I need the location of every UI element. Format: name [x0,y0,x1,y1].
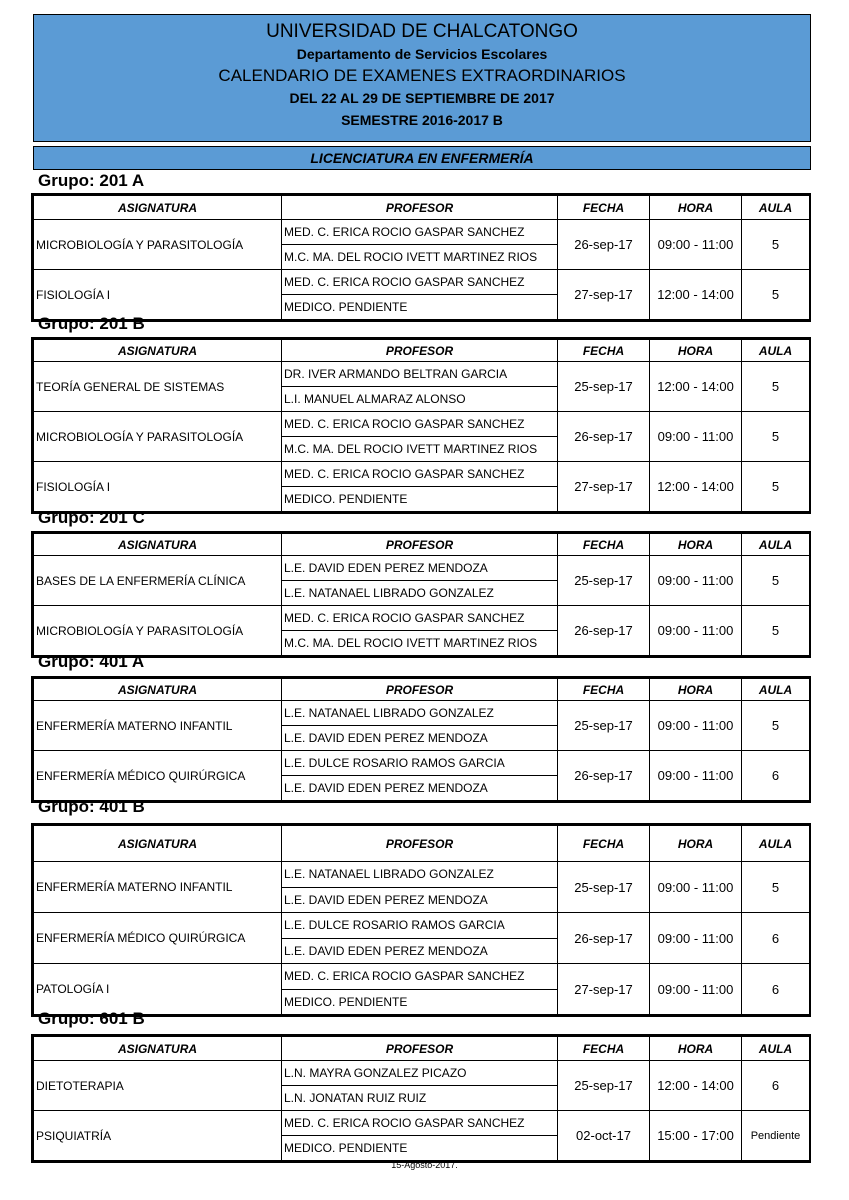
table-row [34,606,810,631]
exam-table [31,823,811,1017]
column-header: HORA [650,1037,742,1061]
table-row [34,556,810,581]
time-cell: 09:00 - 11:00 [650,862,742,913]
date-cell: 02-oct-17 [558,1111,650,1161]
professor-cell: MED. C. ERICA ROCIO GASPAR SANCHEZ [282,270,558,295]
room-cell: 5 [742,701,810,751]
column-header: HORA [650,196,742,220]
column-header: FECHA [558,196,650,220]
professor-cell: L.E. DAVID EDEN PEREZ MENDOZA [282,556,558,581]
subject-cell: PSIQUIATRÍA [34,1111,282,1161]
subject-cell: ENFERMERÍA MÉDICO QUIRÚRGICA [34,913,282,964]
room-cell: 5 [742,220,810,270]
column-header: FECHA [558,340,650,362]
group-title: Grupo: 201 A [38,171,145,190]
room-cell: Pendiente [742,1111,810,1161]
time-cell: 09:00 - 11:00 [650,751,742,801]
time-cell: 12:00 - 14:00 [650,270,742,320]
professor-cell: MED. C. ERICA ROCIO GASPAR SANCHEZ [282,220,558,245]
professor-cell: L.E. NATANAEL LIBRADO GONZALEZ [282,581,558,606]
room-cell: 6 [742,751,810,801]
column-header: PROFESOR [282,196,558,220]
professor-cell: L.N. JONATAN RUIZ RUIZ [282,1086,558,1111]
time-cell: 09:00 - 11:00 [650,964,742,1015]
subject-cell: MICROBIOLOGÍA Y PARASITOLOGÍA [34,606,282,656]
room-cell: 5 [742,412,810,462]
table-row [34,1111,810,1136]
professor-cell: M.C. MA. DEL ROCIO IVETT MARTINEZ RIOS [282,437,558,462]
date-cell: 27-sep-17 [558,964,650,1015]
group-title: Grupo: 401 B [38,797,145,816]
time-cell: 12:00 - 14:00 [650,462,742,512]
professor-cell: MEDICO. PENDIENTE [282,487,558,512]
room-cell: 5 [742,462,810,512]
room-cell: 5 [742,270,810,320]
table-row [34,751,810,776]
column-header: AULA [742,196,810,220]
group-title: Grupo: 201 B [38,314,145,333]
column-header: AULA [742,340,810,362]
exam-table [31,337,811,514]
date-cell: 25-sep-17 [558,1061,650,1111]
room-cell: 5 [742,362,810,412]
table-row [34,701,810,726]
professor-cell: MEDICO. PENDIENTE [282,1136,558,1161]
table-header-row [34,534,810,556]
column-header: PROFESOR [282,679,558,701]
professor-cell: M.C. MA. DEL ROCIO IVETT MARTINEZ RIOS [282,631,558,656]
document-date: 15-Agosto-2017. [391,1160,458,1170]
date-cell: 26-sep-17 [558,913,650,964]
room-cell: 5 [742,862,810,913]
professor-cell: MEDICO. PENDIENTE [282,989,558,1015]
room-cell: 5 [742,556,810,606]
column-header: FECHA [558,1037,650,1061]
program-title: LICENCIATURA EN ENFERMERÍA [33,146,811,170]
date-cell: 25-sep-17 [558,862,650,913]
subject-cell: MICROBIOLOGÍA Y PARASITOLOGÍA [34,412,282,462]
table-row [34,913,810,939]
time-cell: 09:00 - 11:00 [650,220,742,270]
subject-cell: FISIOLOGÍA I [34,462,282,512]
date-cell: 27-sep-17 [558,462,650,512]
table-row [34,1061,810,1086]
table-header-row [34,1037,810,1061]
exam-table [31,193,811,322]
column-header: AULA [742,826,810,862]
group-title: Grupo: 401 A [38,652,145,671]
date-cell: 26-sep-17 [558,751,650,801]
subject-cell: ENFERMERÍA MATERNO INFANTIL [34,701,282,751]
column-header: ASIGNATURA [34,679,282,701]
professor-cell: MED. C. ERICA ROCIO GASPAR SANCHEZ [282,606,558,631]
professor-cell: MED. C. ERICA ROCIO GASPAR SANCHEZ [282,412,558,437]
column-header: ASIGNATURA [34,1037,282,1061]
professor-cell: L.E. DULCE ROSARIO RAMOS GARCIA [282,751,558,776]
room-cell: 5 [742,606,810,656]
column-header: HORA [650,534,742,556]
subject-cell: ENFERMERÍA MATERNO INFANTIL [34,862,282,913]
column-header: ASIGNATURA [34,534,282,556]
professor-cell: M.C. MA. DEL ROCIO IVETT MARTINEZ RIOS [282,245,558,270]
time-cell: 09:00 - 11:00 [650,913,742,964]
university-title: UNIVERSIDAD DE CHALCATONGO [266,21,578,42]
table-row [34,412,810,437]
professor-cell: MEDICO. PENDIENTE [282,295,558,320]
table-row [34,964,810,990]
column-header: HORA [650,826,742,862]
professor-cell: L.E. NATANAEL LIBRADO GONZALEZ [282,862,558,888]
date-cell: 26-sep-17 [558,412,650,462]
exam-table [31,676,811,803]
time-cell: 12:00 - 14:00 [650,362,742,412]
table-header-row [34,196,810,220]
column-header: PROFESOR [282,340,558,362]
date-cell: 25-sep-17 [558,556,650,606]
time-cell: 09:00 - 11:00 [650,701,742,751]
date-cell: 25-sep-17 [558,362,650,412]
room-cell: 6 [742,1061,810,1111]
calendar-title: CALENDARIO DE EXAMENES EXTRAORDINARIOS [218,66,626,85]
subject-cell: BASES DE LA ENFERMERÍA CLÍNICA [34,556,282,606]
column-header: FECHA [558,826,650,862]
exam-dates: DEL 22 AL 29 DE SEPTIEMBRE DE 2017 [289,90,555,106]
exam-table [31,531,811,658]
column-header: PROFESOR [282,534,558,556]
column-header: AULA [742,1037,810,1061]
table-header-row [34,340,810,362]
professor-cell: L.N. MAYRA GONZALEZ PICAZO [282,1061,558,1086]
table-row [34,220,810,245]
table-header-row [34,679,810,701]
time-cell: 09:00 - 11:00 [650,412,742,462]
column-header: HORA [650,679,742,701]
professor-cell: MED. C. ERICA ROCIO GASPAR SANCHEZ [282,1111,558,1136]
subject-cell: DIETOTERAPIA [34,1061,282,1111]
date-cell: 26-sep-17 [558,606,650,656]
column-header: ASIGNATURA [34,196,282,220]
room-cell: 6 [742,964,810,1015]
table-row [34,362,810,387]
professor-cell: L.I. MANUEL ALMARAZ ALONSO [282,387,558,412]
subject-cell: FISIOLOGÍA I [34,270,282,320]
time-cell: 15:00 - 17:00 [650,1111,742,1161]
professor-cell: DR. IVER ARMANDO BELTRAN GARCIA [282,362,558,387]
date-cell: 25-sep-17 [558,701,650,751]
table-row [34,862,810,888]
column-header: AULA [742,534,810,556]
professor-cell: L.E. DULCE ROSARIO RAMOS GARCIA [282,913,558,939]
group-title: Grupo: 201 C [38,508,145,527]
semester-label: SEMESTRE 2016-2017 B [341,112,503,128]
professor-cell: L.E. DAVID EDEN PEREZ MENDOZA [282,887,558,913]
group-title: Grupo: 601 B [38,1009,145,1028]
room-cell: 6 [742,913,810,964]
professor-cell: MED. C. ERICA ROCIO GASPAR SANCHEZ [282,462,558,487]
date-cell: 27-sep-17 [558,270,650,320]
table-header-row [34,826,810,862]
professor-cell: L.E. DAVID EDEN PEREZ MENDOZA [282,776,558,801]
subject-cell: ENFERMERÍA MÉDICO QUIRÚRGICA [34,751,282,801]
column-header: ASIGNATURA [34,340,282,362]
document-header [33,14,811,142]
professor-cell: MED. C. ERICA ROCIO GASPAR SANCHEZ [282,964,558,990]
time-cell: 12:00 - 14:00 [650,1061,742,1111]
column-header: HORA [650,340,742,362]
table-row [34,270,810,295]
column-header: PROFESOR [282,1037,558,1061]
column-header: PROFESOR [282,826,558,862]
subject-cell: TEORÍA GENERAL DE SISTEMAS [34,362,282,412]
column-header: AULA [742,679,810,701]
column-header: FECHA [558,679,650,701]
date-cell: 26-sep-17 [558,220,650,270]
professor-cell: L.E. NATANAEL LIBRADO GONZALEZ [282,701,558,726]
professor-cell: L.E. DAVID EDEN PEREZ MENDOZA [282,938,558,964]
table-row [34,462,810,487]
subject-cell: PATOLOGÍA I [34,964,282,1015]
column-header: ASIGNATURA [34,826,282,862]
professor-cell: L.E. DAVID EDEN PEREZ MENDOZA [282,726,558,751]
column-header: FECHA [558,534,650,556]
time-cell: 09:00 - 11:00 [650,556,742,606]
subject-cell: MICROBIOLOGÍA Y PARASITOLOGÍA [34,220,282,270]
department-name: Departamento de Servicios Escolares [296,46,548,62]
time-cell: 09:00 - 11:00 [650,606,742,656]
exam-table [31,1034,811,1163]
